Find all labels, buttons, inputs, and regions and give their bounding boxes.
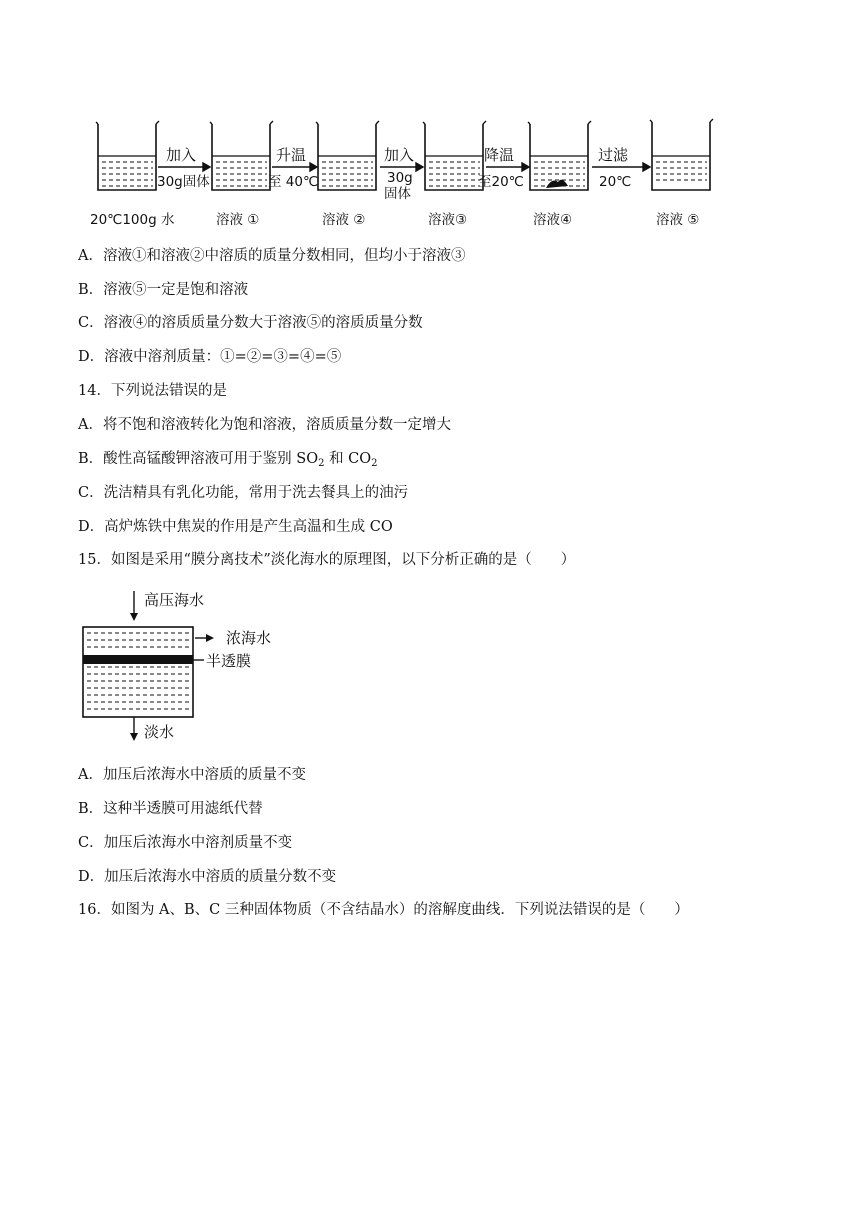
arrow5-bottom: 20℃ (599, 174, 632, 190)
beaker-water (96, 121, 159, 190)
q13-option-b: B．溶液⑤一定是饱和溶液 (78, 282, 249, 298)
arrow4-top: 降温 (484, 146, 515, 164)
fresh-label: 淡水 (144, 723, 175, 741)
precipitate-icon (546, 180, 568, 188)
q14-stem: 14．下列说法错误的是 (78, 383, 227, 399)
caption-solution-4: 溶液④ (533, 212, 573, 228)
beaker-solution-5 (650, 119, 713, 190)
arrow1-top: 加入 (166, 146, 197, 164)
q14-option-c: C．洗洁精具有乳化功能，常用于洗去餐具上的油污 (78, 485, 409, 501)
dissolution-process-diagram (0, 100, 860, 240)
arrow2-bottom: 至 40℃ (268, 174, 319, 190)
membrane-separation-diagram (70, 585, 300, 750)
inlet-label: 高压海水 (144, 591, 205, 609)
arrow4-bottom: 至20℃ (478, 174, 524, 190)
q14-option-d: D．高炉炼铁中焦炭的作用是产生高温和生成 CO (78, 519, 393, 535)
membrane-label: 半透膜 (206, 652, 252, 670)
arrow1-bottom: 30g固体 (157, 174, 210, 190)
concentrate-label: 浓海水 (226, 629, 272, 647)
caption-solution-5: 溶液 ⑤ (656, 212, 700, 228)
caption-solution-1: 溶液 ① (216, 212, 260, 228)
beaker-solution-3 (423, 121, 486, 190)
q13-option-d: D．溶液中溶剂质量：①=②=③=④=⑤ (78, 349, 342, 365)
q14-option-a: A．将不饱和溶液转化为饱和溶液，溶质质量分数一定增大 (78, 417, 451, 433)
beaker-solution-1 (210, 121, 273, 190)
caption-water: 20℃100g 水 (90, 212, 175, 228)
membrane-bar (83, 655, 193, 664)
arrow3-top: 加入 (384, 146, 415, 164)
q13-option-a: A．溶液①和溶液②中溶质的质量分数相同，但均小于溶液③ (78, 248, 466, 264)
caption-solution-2: 溶液 ② (322, 212, 366, 228)
arrow3-bottom-2: 固体 (384, 186, 411, 202)
beaker-solution-4 (528, 121, 591, 190)
q15-option-b: B．这种半透膜可用滤纸代替 (78, 801, 263, 817)
q13-option-c: C．溶液④的溶质质量分数大于溶液⑤的溶质质量分数 (78, 315, 423, 331)
caption-solution-3: 溶液③ (428, 212, 468, 228)
q14-option-b: B．酸性高锰酸钾溶液可用于鉴别 $SO_2$ 和 $CO_2$ (78, 451, 378, 469)
arrow3-bottom-1: 30g (387, 170, 413, 186)
q15-option-a: A．加压后浓海水中溶质的质量不变 (78, 767, 306, 783)
q15-option-c: C．加压后浓海水中溶剂质量不变 (78, 835, 293, 851)
beaker-solution-2 (316, 121, 379, 190)
q16-stem: 16．如图为 A、B、C 三种固体物质（不含结晶水）的溶解度曲线．下列说法错误的是（ ） (78, 902, 689, 918)
q15-stem: 15．如图是采用“膜分离技术”淡化海水的原理图，以下分析正确的是（ ） (78, 552, 576, 568)
q15-option-d: D．加压后浓海水中溶质的质量分数不变 (78, 869, 337, 885)
arrow5-top: 过滤 (598, 146, 629, 164)
arrow2-top: 升温 (276, 146, 307, 164)
